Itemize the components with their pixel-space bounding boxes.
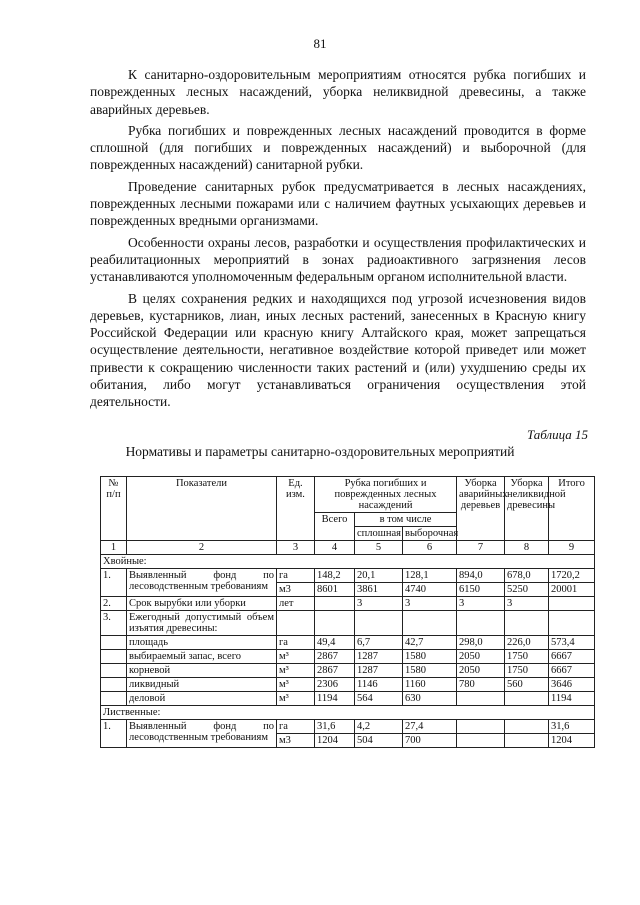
header-num: № п/п <box>101 477 127 541</box>
col-number: 6 <box>403 541 457 555</box>
header-unit: Ед. изм. <box>277 477 315 541</box>
row-label: Выявленный фонд по лесоводственным требованиям <box>127 569 277 597</box>
paragraph: Особенности охраны лесов, разработки и осуществления профилактических и реабилитационных мероприятий в зонах радиоактивного загрязнения лесов устанавливаются уполномоченным федеральным органом исполнительной власти. <box>90 234 586 285</box>
cell: 630 <box>403 692 457 706</box>
table-label: Таблица 15 <box>526 427 588 442</box>
cell: 1580 <box>403 650 457 664</box>
section-conifer: Хвойные: <box>101 555 595 569</box>
cell: 3 <box>505 597 549 611</box>
cell: 3861 <box>355 583 403 597</box>
body-text <box>90 66 586 415</box>
cell: 1204 <box>315 734 355 748</box>
cell: 31,6 <box>549 720 595 734</box>
cell <box>505 734 549 748</box>
cell: 4740 <box>403 583 457 597</box>
cell: 6150 <box>457 583 505 597</box>
cell: 20,1 <box>355 569 403 583</box>
col-number: 5 <box>355 541 403 555</box>
cell <box>403 611 457 636</box>
header-felling: Рубка погибших и поврежденных лесных насаждений <box>315 477 457 513</box>
cell: 49,4 <box>315 636 355 650</box>
cell: 148,2 <box>315 569 355 583</box>
cell: 780 <box>457 678 505 692</box>
row-unit: м3 <box>277 734 315 748</box>
row-unit: га <box>277 720 315 734</box>
table-row <box>101 692 595 706</box>
table-row <box>101 636 595 650</box>
header-row <box>101 477 595 513</box>
cell: 1194 <box>549 692 595 706</box>
col-number: 2 <box>127 541 277 555</box>
table-row <box>101 650 595 664</box>
header-total: Всего <box>315 513 355 541</box>
paragraph: Рубка погибших и поврежденных лесных насаждений проводится в форме сплошной (для погибших и поврежденных насаждений) и выборочной (для поврежденных насаждений) санитарной рубки. <box>90 122 586 173</box>
row-unit: лет <box>277 597 315 611</box>
col-number: 8 <box>505 541 549 555</box>
row-unit: га <box>277 636 315 650</box>
row-unit: м³ <box>277 650 315 664</box>
table-row <box>101 569 595 583</box>
cell: 4,2 <box>355 720 403 734</box>
row-label: Срок вырубки или уборки <box>127 597 277 611</box>
cell: 5250 <box>505 583 549 597</box>
header-clear: сплошная <box>355 527 403 541</box>
cell: 3646 <box>549 678 595 692</box>
cell: 3 <box>355 597 403 611</box>
cell: 298,0 <box>457 636 505 650</box>
row-num <box>101 692 127 706</box>
header-illiquid: Уборка неликвидной древесины <box>505 477 549 541</box>
row-num <box>101 636 127 650</box>
row-num <box>101 650 127 664</box>
table-row <box>101 678 595 692</box>
cell: 1204 <box>549 734 595 748</box>
row-label: Выявленный фонд по лесоводственным требованиям <box>127 720 277 748</box>
row-num <box>101 678 127 692</box>
header-including: в том числе <box>355 513 457 527</box>
cell <box>277 611 315 636</box>
cell <box>457 611 505 636</box>
row-num <box>101 664 127 678</box>
cell: 1194 <box>315 692 355 706</box>
row-label: площадь <box>127 636 277 650</box>
col-number: 7 <box>457 541 505 555</box>
cell: 1287 <box>355 650 403 664</box>
cell: 1720,2 <box>549 569 595 583</box>
cell: 1580 <box>403 664 457 678</box>
cell: 573,4 <box>549 636 595 650</box>
cell <box>505 692 549 706</box>
row-unit: га <box>277 569 315 583</box>
header-emergency: Уборка аварийных деревьев <box>457 477 505 541</box>
cell <box>315 611 355 636</box>
cell: 2050 <box>457 664 505 678</box>
cell: 560 <box>505 678 549 692</box>
row-label: ликвидный <box>127 678 277 692</box>
cell <box>457 734 505 748</box>
section-deciduous: Лиственные: <box>101 706 595 720</box>
row-label: выбираемый запас, всего <box>127 650 277 664</box>
table-title: Нормативы и параметры санитарно-оздоровительных мероприятий <box>125 444 515 459</box>
cell <box>505 720 549 734</box>
cell <box>549 597 595 611</box>
row-num: 1. <box>101 569 127 597</box>
row-unit: м³ <box>277 664 315 678</box>
cell: 1750 <box>505 650 549 664</box>
cell: 1146 <box>355 678 403 692</box>
section-row <box>101 706 595 720</box>
table-row <box>101 720 595 734</box>
cell: 1287 <box>355 664 403 678</box>
cell <box>315 597 355 611</box>
cell: 6667 <box>549 664 595 678</box>
col-number: 1 <box>101 541 127 555</box>
section-row <box>101 555 595 569</box>
cell: 42,7 <box>403 636 457 650</box>
row-unit: м³ <box>277 692 315 706</box>
cell: 894,0 <box>457 569 505 583</box>
row-num: 1. <box>101 720 127 748</box>
cell <box>549 611 595 636</box>
cell: 564 <box>355 692 403 706</box>
cell: 2867 <box>315 650 355 664</box>
cell: 6667 <box>549 650 595 664</box>
row-num: 3. <box>101 611 127 636</box>
cell: 504 <box>355 734 403 748</box>
row-label: Ежегодный допустимый объем изъятия древесины: <box>127 611 277 636</box>
cell: 700 <box>403 734 457 748</box>
cell: 2050 <box>457 650 505 664</box>
row-unit: м³ <box>277 678 315 692</box>
col-number: 9 <box>549 541 595 555</box>
header-itogo: Итого <box>549 477 595 541</box>
table-row <box>101 664 595 678</box>
cell: 3 <box>403 597 457 611</box>
header-selective: выборочная <box>403 527 457 541</box>
cell: 2306 <box>315 678 355 692</box>
paragraph: К санитарно-оздоровительным мероприятиям относятся рубка погибших и поврежденных лесных насаждений, уборка неликвидной древесины, а также аварийных деревьев. <box>90 67 586 117</box>
header-indicator: Показатели <box>127 477 277 541</box>
page-number: 81 <box>313 36 327 51</box>
cell: 678,0 <box>505 569 549 583</box>
cell: 27,4 <box>403 720 457 734</box>
col-number: 4 <box>315 541 355 555</box>
paragraph: Проведение санитарных рубок предусматривается в лесных насаждениях, поврежденных лесными пожарами или с наличием фаутных усыхающих деревьев и поврежденных вредными организмами. <box>90 178 586 229</box>
table-row <box>101 611 595 636</box>
cell <box>457 720 505 734</box>
cell <box>505 611 549 636</box>
cell <box>355 611 403 636</box>
cell: 31,6 <box>315 720 355 734</box>
paragraph: В целях сохранения редких и находящихся под угрозой исчезновения видов деревьев, кустарников, лиан, иных лесных растений, занесенных в Красную книгу Российской Федерации или красную книгу Алтайского края, может запрещаться осуществление деятельности, негативное воздействие которой приведет или может привести к сокращению численности таких растений и (или) ухудшению среды их обитания, либо могут устанавливаться ограничения осуществления этой деятельности. <box>90 290 586 410</box>
column-numbers-row <box>101 541 595 555</box>
row-num: 2. <box>101 597 127 611</box>
cell <box>457 692 505 706</box>
cell: 20001 <box>549 583 595 597</box>
row-label: деловой <box>127 692 277 706</box>
table-row <box>101 597 595 611</box>
row-label: корневой <box>127 664 277 678</box>
cell: 6,7 <box>355 636 403 650</box>
cell: 128,1 <box>403 569 457 583</box>
norms-table <box>100 476 595 748</box>
col-number: 3 <box>277 541 315 555</box>
row-unit: м3 <box>277 583 315 597</box>
cell: 2867 <box>315 664 355 678</box>
cell: 1160 <box>403 678 457 692</box>
cell: 226,0 <box>505 636 549 650</box>
cell: 3 <box>457 597 505 611</box>
cell: 1750 <box>505 664 549 678</box>
cell: 8601 <box>315 583 355 597</box>
